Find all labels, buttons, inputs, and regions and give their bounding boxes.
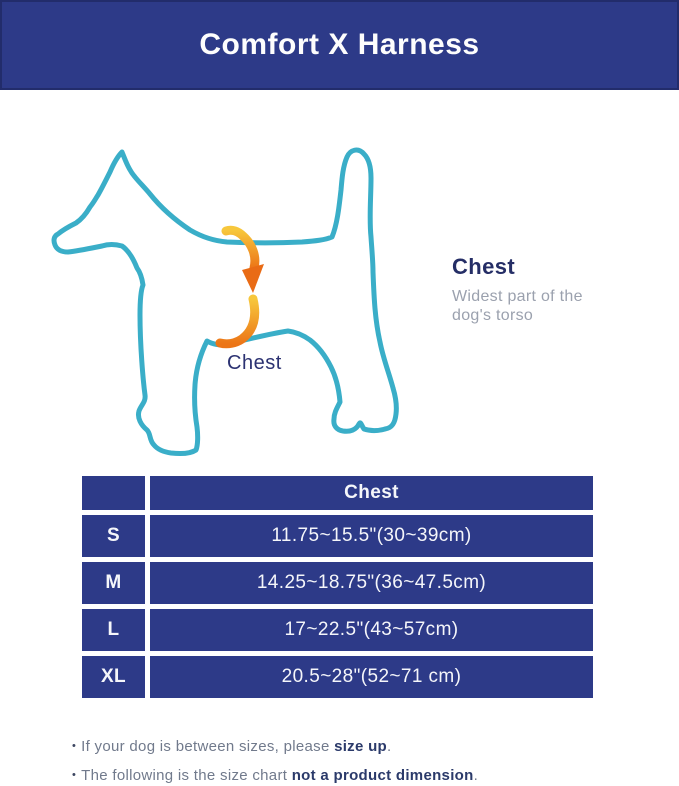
note-size-up [72,738,478,755]
table-row-l-size: L [82,609,145,651]
footer-notes [72,738,478,786]
table-row-m-chest: 14.25~18.75"(36~47.5cm) [150,562,593,604]
callout-title: Chest [452,254,516,279]
measuring-band-arrow-icon [220,230,264,344]
table-row-xl-size: XL [82,656,145,698]
callout-description-line2: dog's torso [452,307,534,324]
table-header-chest-cell: Chest [150,476,593,510]
callout-description [452,287,632,325]
chest-callout [452,254,632,325]
callout-description-line1: Widest part of the [452,288,583,305]
table-row-s-chest: 11.75~15.5"(30~39cm) [150,515,593,557]
bullet-icon: • [72,769,77,781]
page-title: Comfort X Harness [199,28,480,61]
dog-outline-illustration [40,130,440,460]
header-bar [0,0,679,90]
table-header-size-cell [82,476,145,510]
note-text: The following is the size chart not a product dimension. [81,767,479,784]
bullet-icon: • [72,740,77,752]
note-not-product-dimension [72,767,478,784]
dog-outline-icon [54,150,396,454]
chest-band-label: Chest [227,352,282,374]
table-row-s-size: S [82,515,145,557]
note-text: If your dog is between sizes, please size up. [81,738,392,755]
table-row-l-chest: 17~22.5"(43~57cm) [150,609,593,651]
table-row-xl-chest: 20.5~28"(52~71 cm) [150,656,593,698]
table-row-m-size: M [82,562,145,604]
size-chart-table [82,476,593,698]
